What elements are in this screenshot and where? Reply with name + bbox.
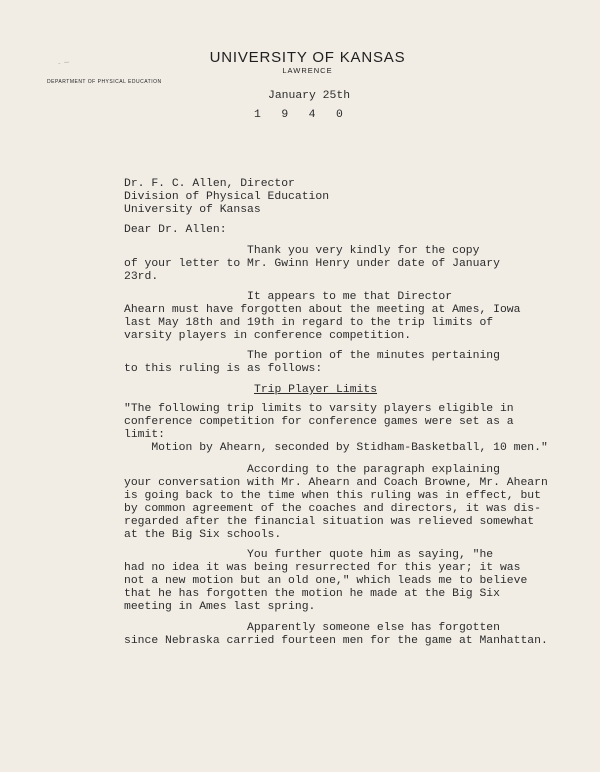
p4-line: by common agreement of the coaches and directors, it was dis- [124,503,541,515]
p1-line: Thank you very kindly for the copy [124,245,480,257]
quote-line: Motion by Ahearn, seconded by Stidham-Basketball, 10 men." [124,442,548,454]
pencil-mark: - ~ [57,57,71,68]
quote-line: limit: [124,429,166,441]
p6-line: since Nebraska carried fourteen men for the game at Manhattan. [124,635,548,647]
section-heading: Trip Player Limits [254,384,378,396]
p1-line: 23rd. [124,271,159,283]
date-line: January 25th [268,90,351,102]
p5-line: You further quote him as saying, "he [124,549,494,561]
p5-line: had no idea it was being resurrected for this year; it was [124,562,521,574]
p4-line: regarded after the financial situation was relieved somewhat [124,516,535,528]
p6-line: Apparently someone else has forgotten [124,622,500,634]
p4-line: According to the paragraph explaining [124,464,500,476]
addressee-institution: University of Kansas [124,204,261,216]
p5-line: not a new motion but an old one," which leads me to believe [124,575,528,587]
addressee-division: Division of Physical Education [124,191,330,203]
salutation: Dear Dr. Allen: [124,224,227,236]
p3-line: to this ruling is as follows: [124,363,323,375]
p4-line: at the Big Six schools. [124,529,282,541]
quote-line: "The following trip limits to varsity players eligible in [124,403,514,415]
p2-line: Ahearn must have forgotten about the meeting at Ames, Iowa [124,304,521,316]
letterhead-university: UNIVERSITY OF KANSAS [209,49,406,66]
p2-line: last May 18th and 19th in regard to the trip limits of [124,317,494,329]
letterhead-department: DEPARTMENT OF PHYSICAL EDUCATION [47,79,162,85]
p3-line: The portion of the minutes pertaining [124,350,500,362]
p4-line: is going back to the time when this ruling was in effect, but [124,490,541,502]
addressee-name: Dr. F. C. Allen, Director [124,178,295,190]
p2-line: It appears to me that Director [124,291,453,303]
p5-line: that he has forgotten the motion he made at the Big Six [124,588,500,600]
p4-line: your conversation with Mr. Ahearn and Coach Browne, Mr. Ahearn [124,477,548,489]
date-year: 1 9 4 0 [254,109,343,121]
p1-line: of your letter to Mr. Gwinn Henry under date of January [124,258,500,270]
p5-line: meeting in Ames last spring. [124,601,316,613]
p2-line: varsity players in conference competition. [124,330,412,342]
quote-line: conference competition for conference games were set as a [124,416,514,428]
letterhead-city: LAWRENCE [282,66,333,75]
